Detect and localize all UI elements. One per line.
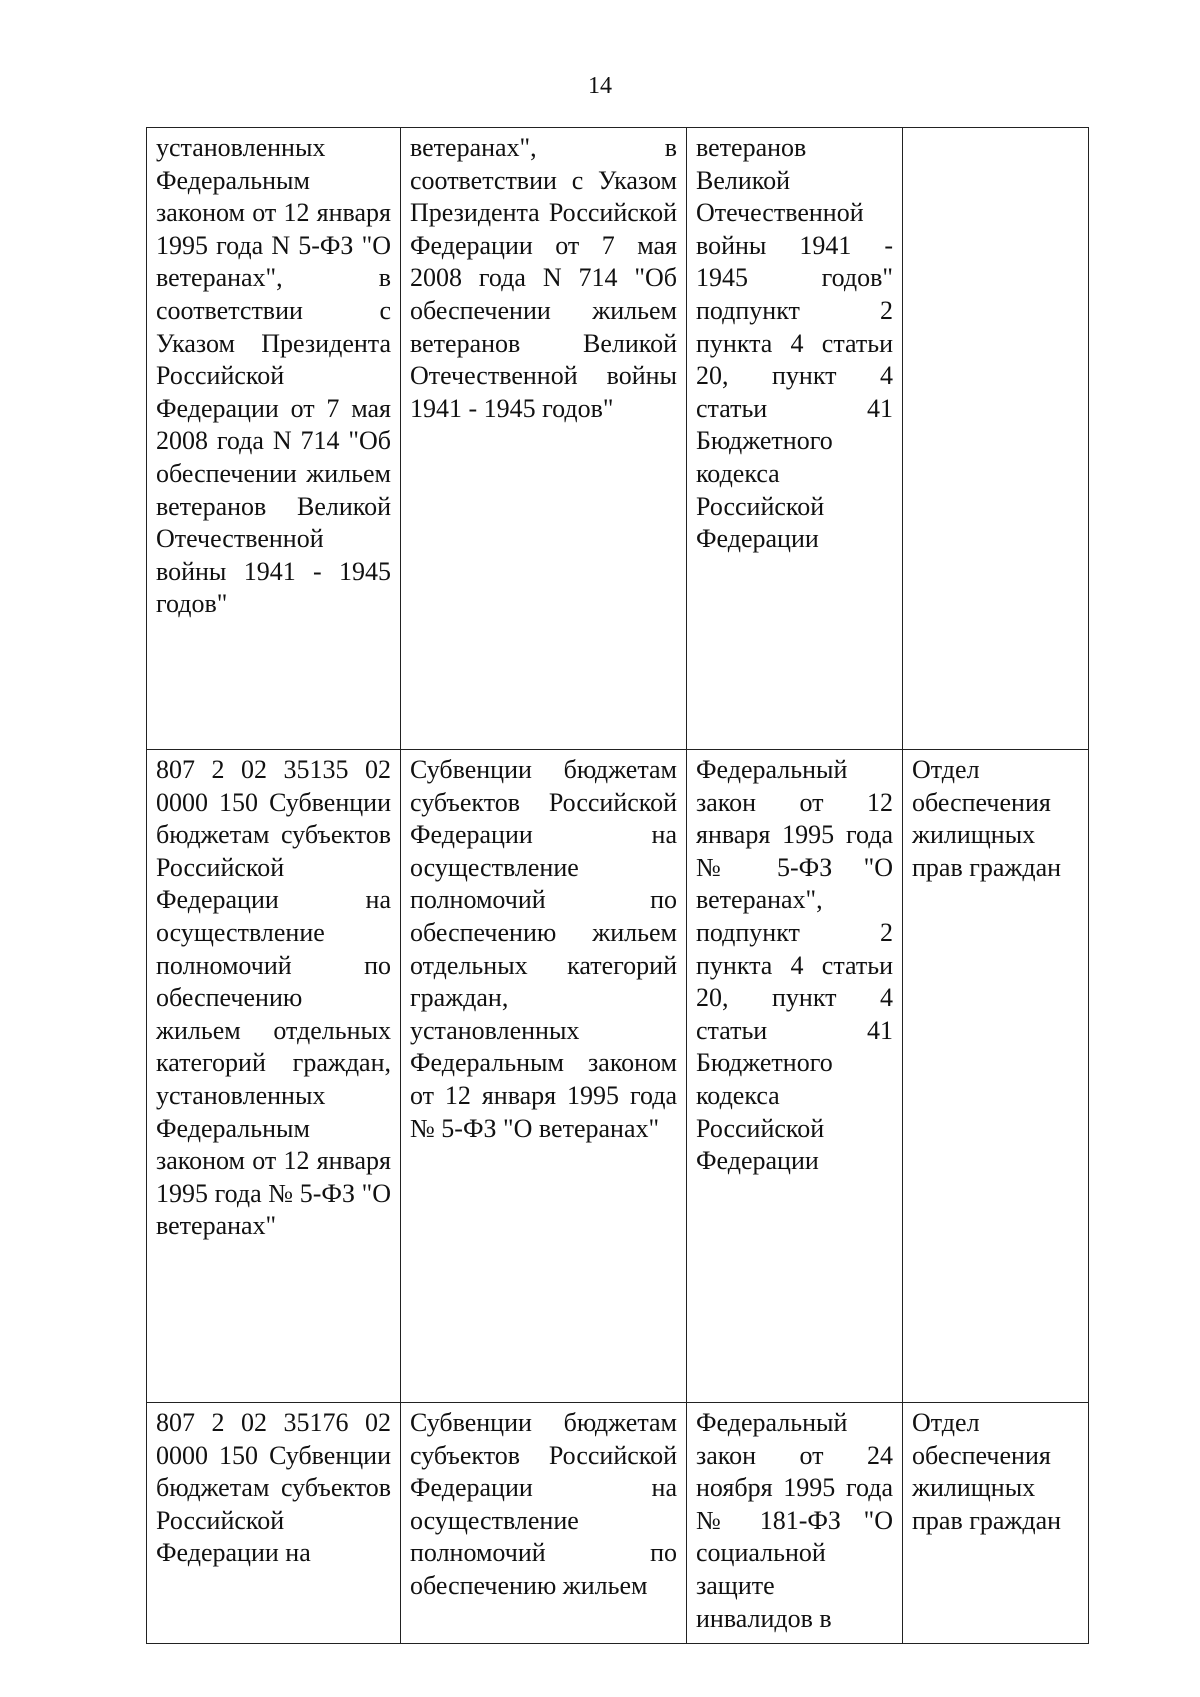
revenue-name-cell: ветеранах", в соответствии с Указом Президента Российской Федерации от 7 мая 2008 года N 714 "Об обеспечении жильем ветеранов Великой Отечественной войны 1941 - 1945 годов" (401, 128, 687, 750)
budget-revenue-table (146, 127, 1089, 1644)
table-row (147, 1403, 1089, 1644)
responsible-department-cell: Отдел обеспечения жилищных прав граждан (903, 750, 1089, 1403)
revenue-name-cell: Субвенции бюджетам субъектов Российской Федерации на осуществление полномочий по обеспечению жильем (401, 1403, 687, 1644)
table-row (147, 128, 1089, 750)
legal-basis-cell: Федеральный закон от 12 января 1995 года № 5-ФЗ "О ветеранах", подпункт 2 пункта 4 статьи 20, пункт 4 статьи 41 Бюджетного кодекса Российской Федерации (687, 750, 903, 1403)
revenue-name-cell: Субвенции бюджетам субъектов Российской Федерации на осуществление полномочий по обеспечению жильем отдельных категорий граждан, установленных Федеральным законом от 12 января 1995 года № 5-ФЗ "О ветеранах" (401, 750, 687, 1403)
revenue-code-cell: 807 2 02 35176 02 0000 150 Субвенции бюджетам субъектов Российской Федерации на (147, 1403, 401, 1644)
page-number: 14 (588, 73, 612, 99)
legal-basis-cell: ветеранов Великой Отечественной войны 1941 - 1945 годов" подпункт 2 пункта 4 статьи 20, пункт 4 статьи 41 Бюджетного кодекса Российской Федерации (687, 128, 903, 750)
responsible-department-cell: Отдел обеспечения жилищных прав граждан (903, 1403, 1089, 1644)
revenue-code-cell: установленных Федеральным законом от 12 января 1995 года N 5-ФЗ "О ветеранах", в соответствии с Указом Президента Российской Федерации от 7 мая 2008 года N 714 "Об обеспечении жильем ветеранов Великой Отечественной войны 1941 - 1945 годов" (147, 128, 401, 750)
table-row (147, 750, 1089, 1403)
revenue-code-cell: 807 2 02 35135 02 0000 150 Субвенции бюджетам субъектов Российской Федерации на осуществление полномочий по обеспечению жильем отдельных категорий граждан, установленных Федеральным законом от 12 января 1995 года № 5-ФЗ "О ветеранах" (147, 750, 401, 1403)
legal-basis-cell: Федеральный закон от 24 ноября 1995 года № 181-ФЗ "О социальной защите инвалидов в (687, 1403, 903, 1644)
responsible-department-cell (903, 128, 1089, 750)
